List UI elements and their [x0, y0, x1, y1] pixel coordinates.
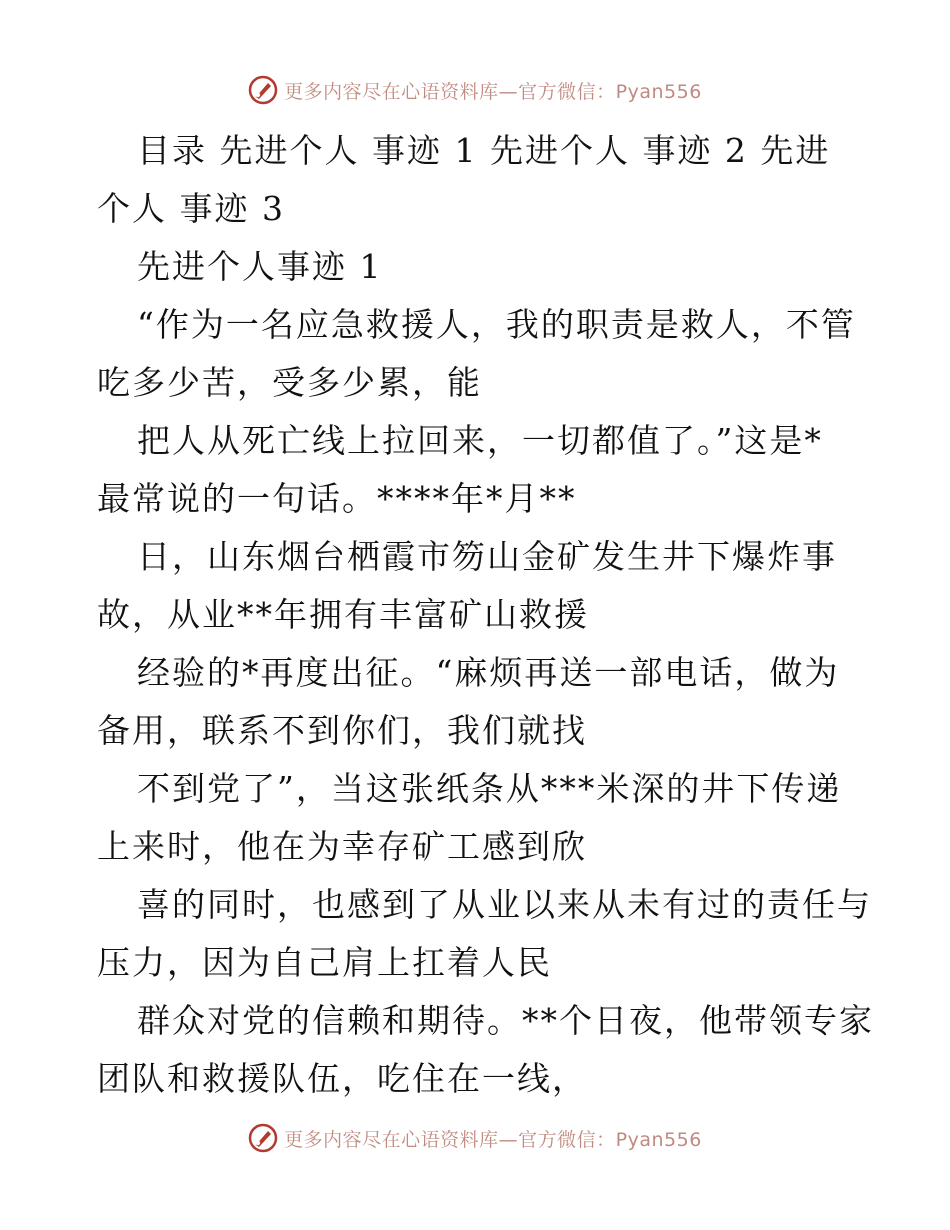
text-line: 最常说的一句话。****年*月** — [97, 479, 577, 518]
text-line: “作为一名应急救援人，我的职责是救人，不管 — [137, 305, 856, 344]
watermark-text: 更多内容尽在心语资料库—官方微信：Pyan556 — [284, 80, 702, 103]
text-line: 不到党了”，当这张纸条从***米深的井下传递 — [137, 769, 842, 808]
quill-logo-icon — [248, 75, 278, 105]
text-line: 备用，联系不到你们，我们就找 — [97, 711, 587, 750]
quill-logo-icon — [248, 1123, 278, 1153]
text-line: 上来时，他在为幸存矿工感到欣 — [97, 827, 587, 866]
text-line: 团队和救援队伍，吃住在一线， — [97, 1059, 587, 1098]
watermark-text: 更多内容尽在心语资料库—官方微信：Pyan556 — [284, 1128, 702, 1151]
text-line: 吃多少苦，受多少累，能 — [97, 363, 482, 402]
text-line: 经验的*再度出征。“麻烦再送一部电话，做为 — [137, 653, 840, 692]
text-line: 个人 事迹 3 — [97, 189, 285, 228]
text-line: 把人从死亡线上拉回来，一切都值了。”这是* — [137, 421, 823, 460]
footer-watermark — [0, 1118, 950, 1158]
text-line: 喜的同时，也感到了从业以来从未有过的责任与 — [137, 885, 872, 924]
text-line: 群众对党的信赖和期待。**个日夜，他带领专家 — [137, 1001, 874, 1040]
document-body — [97, 122, 874, 1108]
text-line: 故，从业**年拥有丰富矿山救援 — [97, 595, 589, 634]
text-line: 日，山东烟台栖霞市笏山金矿发生井下爆炸事 — [137, 537, 837, 576]
text-line: 压力，因为自己肩上扛着人民 — [97, 943, 552, 982]
header-watermark — [0, 70, 950, 110]
section-heading: 先进个人事迹 1 — [137, 247, 383, 286]
text-line: 目录 先进个人 事迹 1 先进个人 事迹 2 先进 — [137, 131, 831, 170]
